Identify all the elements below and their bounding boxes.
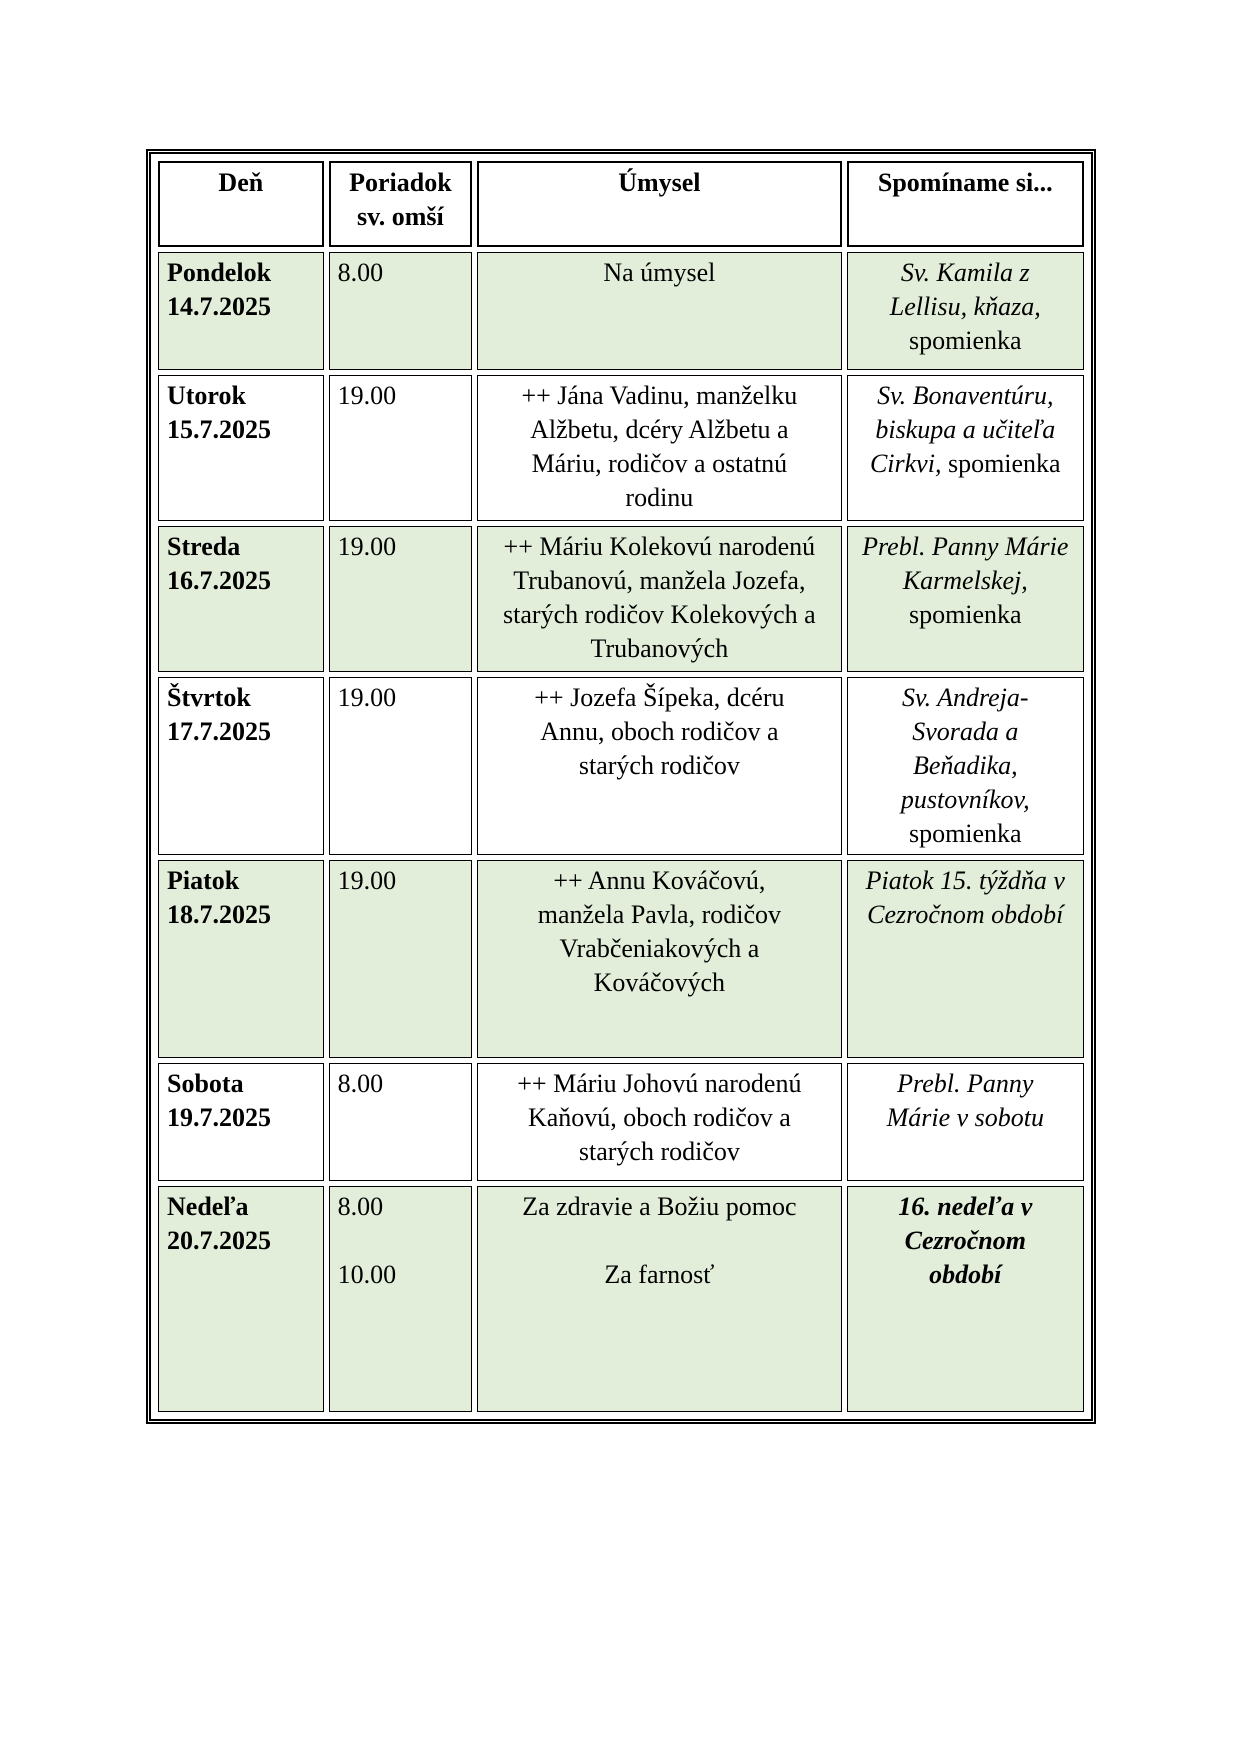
time-cell: 19.00 <box>329 526 473 672</box>
header-memorial: Spomíname si... <box>847 161 1084 247</box>
time-cell: 8.00 <box>329 1063 473 1181</box>
time-cell: 19.00 <box>329 375 473 521</box>
table-row <box>158 677 1084 855</box>
intention-cell: ++ Máriu Johovú narodenú Kaňovú, oboch rodičov a starých rodičov <box>477 1063 841 1181</box>
day-cell: Sobota 19.7.2025 <box>158 1063 324 1181</box>
memorial-cell: Piatok 15. týždňa v Cezročnom období <box>847 860 1084 1058</box>
day-cell: Piatok 18.7.2025 <box>158 860 324 1058</box>
memorial-cell: 16. nedeľa v Cezročnom období <box>847 1186 1084 1412</box>
header-row <box>158 161 1084 247</box>
memorial-cell: Prebl. Panny Márie Karmelskej, spomienka <box>847 526 1084 672</box>
intention-cell: Za zdravie a Božiu pomoc Za farnosť <box>477 1186 841 1412</box>
day-cell: Štvrtok 17.7.2025 <box>158 677 324 855</box>
day-cell: Pondelok 14.7.2025 <box>158 252 324 370</box>
table-row <box>158 860 1084 1058</box>
header-intention: Úmysel <box>477 161 841 247</box>
table-row <box>158 1186 1084 1412</box>
memorial-cell: Sv. Andreja-Svorada a Beňadika, pustovníkov, spomienka <box>847 677 1084 855</box>
day-cell: Streda 16.7.2025 <box>158 526 324 672</box>
time-cell: 19.00 <box>329 677 473 855</box>
header-day: Deň <box>158 161 324 247</box>
intention-cell: ++ Jána Vadinu, manželku Alžbetu, dcéry Alžbetu a Máriu, rodičov a ostatnú rodinu <box>477 375 841 521</box>
memorial-cell: Sv. Bonaventúru, biskupa a učiteľa Cirkvi, spomienka <box>847 375 1084 521</box>
memorial-cell: Sv. Kamila z Lellisu, kňaza, spomienka <box>847 252 1084 370</box>
time-cell: 19.00 <box>329 860 473 1058</box>
table-row <box>158 526 1084 672</box>
day-cell: Utorok 15.7.2025 <box>158 375 324 521</box>
mass-schedule-table <box>153 156 1089 1417</box>
intention-cell: ++ Jozefa Šípeka, dcéru Annu, oboch rodičov a starých rodičov <box>477 677 841 855</box>
table-row <box>158 375 1084 521</box>
intention-cell: ++ Máriu Kolekovú narodenú Trubanovú, manžela Jozefa, starých rodičov Kolekových a Trubanových <box>477 526 841 672</box>
header-order: Poriadok sv. omší <box>329 161 473 247</box>
day-cell: Nedeľa 20.7.2025 <box>158 1186 324 1412</box>
time-cell: 8.00 10.00 <box>329 1186 473 1412</box>
mass-schedule-frame <box>146 149 1096 1424</box>
memorial-cell: Prebl. Panny Márie v sobotu <box>847 1063 1084 1181</box>
time-cell: 8.00 <box>329 252 473 370</box>
table-row <box>158 252 1084 370</box>
intention-cell: Na úmysel <box>477 252 841 370</box>
intention-cell: ++ Annu Kováčovú, manžela Pavla, rodičov Vrabčeniakových a Kováčových <box>477 860 841 1058</box>
table-row <box>158 1063 1084 1181</box>
